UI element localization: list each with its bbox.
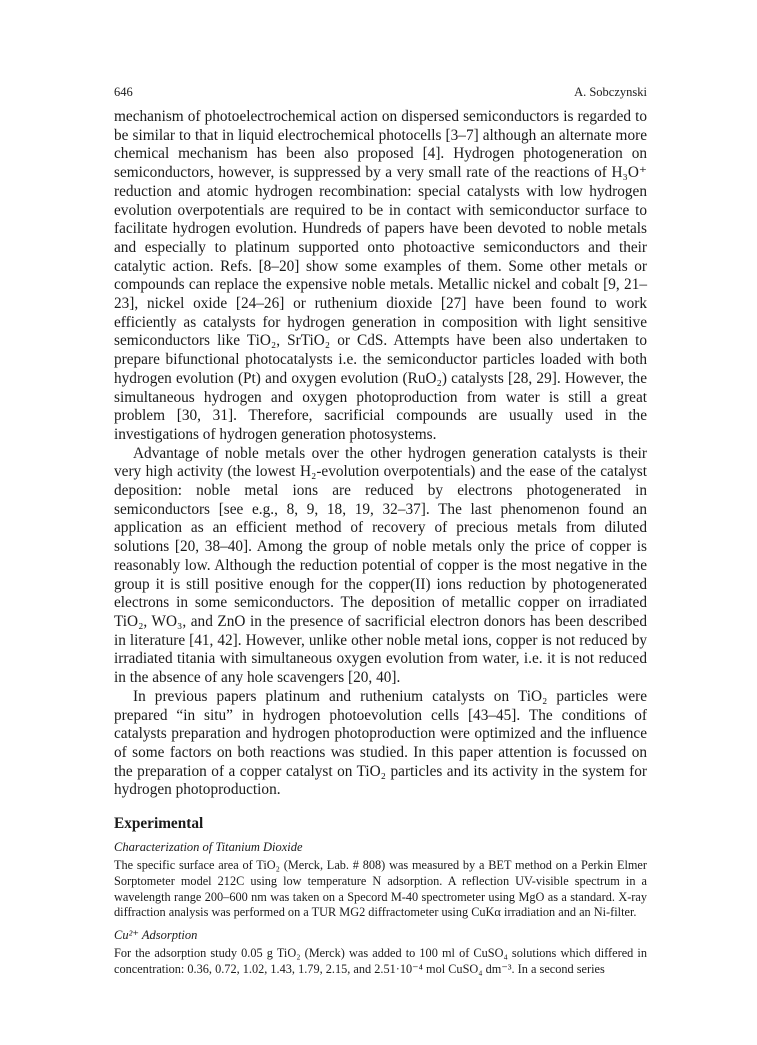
characterization-section	[114, 858, 647, 921]
subsection-heading: Cu²⁺ Adsorption	[114, 928, 198, 943]
subsection-heading: Characterization of Titanium Dioxide	[114, 840, 303, 855]
paragraph: Advantage of noble metals over the other hydrogen generation catalysts is their very high activity (the lowest H₂-evolution overpotentials) and the ease of the catalyst deposition: noble metal ions are reduced by electrons photogenerated in semiconductors [see e.g., 8, 9, 18, 19, 32–37]. The last phenomenon found an application as an efficient method of recovery of precious metals from diluted solutions [20, 38–40]. Among the group of noble metals only the price of copper is reasonably low. Although the reduction potential of copper is the most negative in the group it is still positive enough for the copper(II) ions reduction by photogenerated electrons in some semiconductors. The deposition of metallic copper on irradiated TiO₂, WO₃, and ZnO in the presence of sacrificial electron donors has been described in literature [41, 42]. However, unlike other noble metal ions, copper is not reduced by irradiated titania with simultaneous oxygen evolution from water, i.e. it is not reduced in the absence of any hole scavengers [20, 40].	[114, 444, 647, 687]
section-heading: Experimental	[114, 815, 204, 833]
running-head	[114, 84, 647, 100]
adsorption-section	[114, 946, 647, 978]
paragraph: In previous papers platinum and ruthenium catalysts on TiO₂ particles were prepared “in situ” in hydrogen photoevolution cells [43–45]. The conditions of catalysts preparation and hydrogen photoproduction were optimized and the influence of some factors on both reactions was studied. In this paper attention is focussed on the preparation of a copper catalyst on TiO₂ particles and its activity in the system for hydrogen photoproduction.	[114, 687, 647, 799]
paragraph: For the adsorption study 0.05 g TiO₂ (Merck) was added to 100 ml of CuSO₄ solutions which differed in concentration: 0.36, 0.72, 1.02, 1.43, 1.79, 2.15, and 2.51·10⁻⁴ mol CuSO₄ dm⁻³. In a second series	[114, 946, 647, 976]
paragraph: mechanism of photoelectrochemical action on dispersed semiconductors is regarded to be similar to that in liquid electrochemical photocells [3–7] although an alternate more chemical mechanism has been also proposed [4]. Hydrogen photogeneration on semiconductors, however, is suppressed by a very small rate of the reactions of H₃O⁺ reduction and atomic hydrogen recombination: special catalysts with low hydrogen evolution overpotentials are required to be in contact with semiconductor surface to facilitate hydrogen evolution. Hundreds of papers have been devoted to noble metals and especially to platinum supported onto photoactive semiconductors and their catalytic action. Refs. [8–20] show some examples of them. Some other metals or compounds can replace the expensive noble metals. Metallic nickel and cobalt [9, 21–23], nickel oxide [24–26] or ruthenium dioxide [27] have been found to work efficiently as catalysts for hydrogen generation in composition with light sensitive semiconductors like TiO₂, SrTiO₂ or CdS. Attempts have been also undertaken to prepare bifunctional photocatalysts i.e. the semiconductor particles loaded with both hydrogen evolution (Pt) and oxygen evolution (RuO₂) catalysts [28, 29]. However, the simultaneous hydrogen and oxygen photoproduction from water is still a great problem [30, 31]. Therefore, sacrificial compounds are usually used in the investigations of hydrogen generation photosystems.	[114, 108, 647, 443]
author-name: A. Sobczynski	[574, 85, 647, 99]
intro-section	[114, 108, 647, 800]
page-number: 646	[114, 85, 133, 99]
paragraph: The specific surface area of TiO₂ (Merck, Lab. # 808) was measured by a BET method on a Perkin Elmer Sorptometer model 212C using low temperature N adsorption. A reflection UV-visible spectrum in a wavelength range 200–600 nm was taken on a Specord M-40 spectrometer using MgO as a standard. X-ray diffraction analysis was performed on a TUR MG2 diffractometer using CuKα irradiation and an Ni-filter.	[114, 858, 647, 920]
